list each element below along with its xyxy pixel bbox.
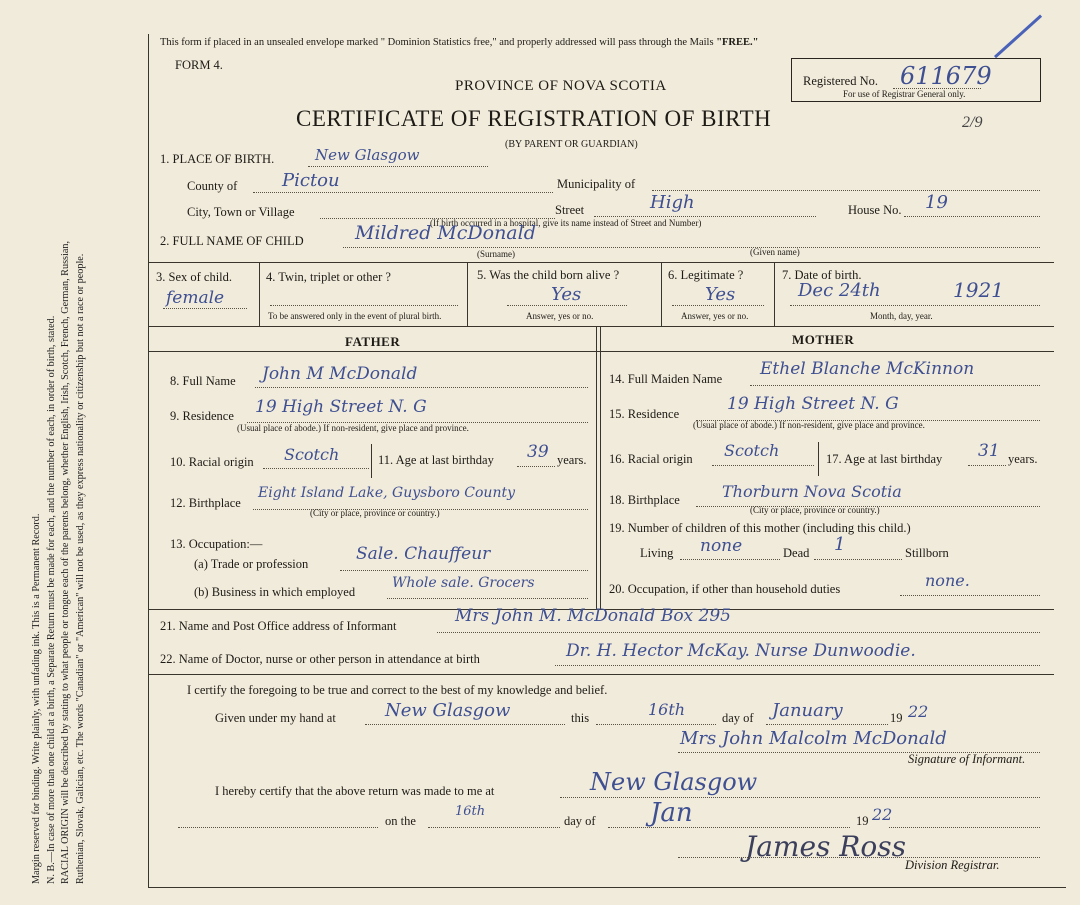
margin-line: Ruthenian, Slovak, Galician, etc. The words "Canadian" or "American" will not be used, as they express nationality or citizenship but not a race or people.: [74, 253, 86, 884]
registered-label: Registered No.: [803, 74, 878, 88]
father-name-line: [255, 387, 588, 388]
municipality-line: [652, 190, 1040, 191]
place-label: 1. PLACE OF BIRTH.: [160, 152, 275, 166]
street-value: High: [650, 192, 695, 213]
mother-birthplace-label: 18. Birthplace: [609, 493, 680, 507]
margin-line: Margin reserved for binding. Write plainly, with unfading ink. This is a Permanent Record.: [31, 513, 42, 884]
mother-occupation-label: 20. Occupation, if other than household duties: [609, 582, 841, 596]
registrar-day-of-label: day of: [564, 814, 596, 828]
registrar-day-line: [428, 827, 560, 828]
father-years-label: years.: [557, 453, 587, 467]
municipality-label: Municipality of: [557, 177, 636, 191]
section-rule: [149, 674, 1054, 675]
mother-years-label: years.: [1008, 452, 1038, 466]
trade-line: [340, 570, 588, 571]
house-value: 19: [925, 192, 948, 213]
bottom-border: [148, 887, 1066, 888]
father-heading: FATHER: [345, 334, 401, 349]
legitimate-line: [672, 305, 764, 306]
city-label: City, Town or Village: [187, 205, 295, 219]
col-divider: [774, 262, 775, 326]
row-divider: [149, 262, 1054, 263]
given-place-line: [365, 724, 565, 725]
certify-day-value: 16th: [648, 700, 686, 719]
living-line: [680, 559, 780, 560]
father-name-label: 8. Full Name: [170, 374, 236, 388]
this-label: this: [571, 711, 590, 725]
margin-instructions: [30, 34, 160, 884]
mail-notice: This form if placed in an unsealed envelope marked " Dominion Statistics free," and properly addressed will pass through the Mails "FREE.": [160, 37, 759, 48]
mother-age-label: 17. Age at last birthday: [826, 452, 943, 466]
mother-residence-label: 15. Residence: [609, 407, 680, 421]
registrar-month-value: Jan: [650, 798, 693, 828]
given-name-caption: (Given name): [750, 247, 800, 257]
child-name-line: [343, 247, 1040, 248]
doctor-value: Dr. H. Hector McKay. Nurse Dunwoodie.: [566, 641, 916, 661]
form-number: FORM 4.: [175, 58, 223, 72]
mother-residence-note: (Usual place of abode.) If non-resident, give place and province.: [693, 420, 925, 430]
pen-stroke: [994, 15, 1042, 59]
on-the-label: on the: [385, 814, 416, 828]
sex-value: female: [166, 288, 225, 308]
sex-label: 3. Sex of child.: [156, 270, 233, 284]
house-line: [904, 216, 1040, 217]
surname-caption: (Surname): [477, 249, 515, 259]
sex-line: [163, 308, 247, 309]
mother-occupation-value: none.: [925, 571, 970, 590]
day-of-label: day of: [722, 711, 754, 725]
parents-divider: [596, 326, 597, 609]
father-birthplace-note: (City or place, province or country.): [310, 508, 440, 518]
hospital-note: (If birth occurred in a hospital, give its name instead of Street and Number): [430, 218, 702, 228]
father-racial-line: [263, 468, 369, 469]
birth-date-value: Dec 24th: [798, 280, 881, 301]
informant-value: Mrs John M. McDonald Box 295: [455, 606, 731, 626]
parents-heading-rule: [149, 351, 1054, 352]
informant-line: [437, 632, 1040, 633]
living-label: Living: [640, 546, 674, 560]
mother-heading: MOTHER: [792, 332, 855, 347]
mother-racial-label: 16. Racial origin: [609, 452, 693, 466]
twin-label: 4. Twin, triplet or other ?: [266, 270, 391, 284]
signature-caption: Signature of Informant.: [908, 752, 1026, 766]
twin-note: To be answered only in the event of plural birth.: [268, 311, 442, 321]
informant-signature: Mrs John Malcolm McDonald: [680, 728, 947, 749]
registrar-year-prefix: 19: [856, 814, 869, 828]
street-line: [594, 216, 816, 217]
given-place-value: New Glasgow: [385, 700, 511, 721]
mother-occupation-line: [900, 595, 1040, 596]
birth-date-label: 7. Date of birth.: [782, 268, 862, 282]
parents-divider: [600, 326, 601, 609]
registrar-place-value: New Glasgow: [590, 768, 758, 796]
registrar-statement: I hereby certify that the above return was made to me at: [215, 784, 495, 798]
subtitle: (BY PARENT OR GUARDIAN): [505, 139, 638, 150]
certify-year-prefix: 19: [890, 711, 903, 725]
father-racial-value: Scotch: [284, 445, 340, 464]
certify-day-line: [596, 724, 716, 725]
doctor-line: [555, 665, 1040, 666]
birth-year-value: 1921: [953, 278, 1004, 302]
father-birthplace-label: 12. Birthplace: [170, 496, 241, 510]
county-line: [253, 192, 553, 193]
legitimate-value: Yes: [705, 284, 736, 305]
certify-month-line: [766, 724, 888, 725]
county-label: County of: [187, 179, 238, 193]
informant-label: 21. Name and Post Office address of Informant: [160, 619, 397, 633]
col-divider: [259, 262, 260, 326]
age-box-divider: [818, 442, 819, 476]
mother-birthplace-value: Thorburn Nova Scotia: [722, 482, 902, 501]
father-age-line: [517, 466, 555, 467]
registrar-year-line: [889, 827, 1040, 828]
father-birthplace-value: Eight Island Lake, Guysboro County: [258, 485, 515, 501]
registrar-place-line: [560, 797, 1040, 798]
business-line: [387, 598, 588, 599]
registrar-day-value: 16th: [455, 804, 486, 819]
margin-line: N. B.—In case of more than one child at a birth, a Separate Return must be made for each, and the number of each, in order of birth, stated.: [45, 315, 57, 884]
father-name-value: John M McDonald: [262, 364, 418, 384]
father-residence-label: 9. Residence: [170, 409, 234, 423]
mother-racial-value: Scotch: [724, 441, 780, 460]
alive-note: Answer, yes or no.: [526, 311, 594, 321]
father-residence-value: 19 High Street N. G: [255, 397, 427, 417]
stillborn-label: Stillborn: [905, 546, 949, 560]
corner-note: 2/9: [962, 114, 983, 131]
dead-line: [814, 559, 902, 560]
certify-statement: I certify the foregoing to be true and correct to the best of my knowledge and belief.: [187, 683, 608, 697]
mother-name-label: 14. Full Maiden Name: [609, 372, 723, 386]
mother-name-value: Ethel Blanche McKinnon: [760, 359, 975, 379]
left-border: [148, 34, 149, 887]
col-divider: [661, 262, 662, 326]
margin-line: RACIAL ORIGIN will be described by stating to what people or tongue each of the parents belong, whether English, Irish, Scotch, French, German, Russian,: [60, 241, 71, 884]
children-label: 19. Number of children of this mother (including this child.): [609, 521, 911, 535]
father-racial-label: 10. Racial origin: [170, 455, 254, 469]
twin-line: [270, 305, 458, 306]
alive-line: [507, 305, 627, 306]
trade-value: Sale. Chauffeur: [356, 544, 491, 564]
mother-age-line: [968, 465, 1006, 466]
father-occupation-label: 13. Occupation:—: [170, 537, 263, 551]
doctor-label: 22. Name of Doctor, nurse or other person in attendance at birth: [160, 652, 480, 666]
certify-year-value: 22: [908, 702, 929, 721]
trade-label: (a) Trade or profession: [194, 557, 309, 571]
house-label: House No.: [848, 203, 902, 217]
mother-birthplace-note: (City or place, province or country.): [750, 505, 880, 515]
father-residence-note: (Usual place of abode.) If non-resident, give place and province.: [237, 423, 469, 433]
age-box-divider: [371, 444, 372, 478]
place-value: New Glasgow: [315, 146, 420, 164]
father-age-value: 39: [527, 442, 549, 462]
mother-name-line: [750, 385, 1040, 386]
place-line: [308, 166, 488, 167]
registrar-title: Division Registrar.: [905, 858, 1000, 872]
alive-label: 5. Was the child born alive ?: [477, 268, 620, 282]
registrar-blank-line: [178, 827, 378, 828]
row-divider: [149, 326, 1054, 327]
dead-label: Dead: [783, 546, 810, 560]
registrar-month-line: [608, 827, 850, 828]
registrar-year-value: 22: [872, 805, 893, 824]
living-value: none: [700, 536, 743, 556]
col-divider: [467, 262, 468, 326]
legitimate-label: 6. Legitimate ?: [668, 268, 744, 282]
given-label: Given under my hand at: [215, 711, 336, 725]
certify-month-value: January: [772, 700, 843, 721]
registrar-signature: James Ross: [745, 830, 906, 863]
child-name-label: 2. FULL NAME OF CHILD: [160, 234, 304, 248]
county-value: Pictou: [282, 170, 340, 191]
alive-value: Yes: [551, 284, 582, 305]
father-age-label: 11. Age at last birthday: [378, 453, 494, 467]
business-label: (b) Business in which employed: [194, 585, 356, 599]
birth-date-note: Month, day, year.: [870, 311, 933, 321]
business-value: Whole sale. Grocers: [392, 575, 535, 591]
registered-number: 611679: [900, 62, 992, 90]
page-title: CERTIFICATE OF REGISTRATION OF BIRTH: [296, 106, 772, 131]
birth-date-line: [790, 305, 1040, 306]
dead-value: 1: [834, 534, 846, 555]
mother-racial-line: [712, 465, 814, 466]
street-label: Street: [555, 203, 585, 217]
mother-age-value: 31: [978, 441, 1000, 461]
mother-residence-value: 19 High Street N. G: [727, 394, 899, 414]
province-heading: PROVINCE OF NOVA SCOTIA: [455, 78, 667, 94]
child-name-value: Mildred McDonald: [355, 222, 536, 244]
legitimate-note: Answer, yes or no.: [681, 311, 749, 321]
registrar-note: For use of Registrar General only.: [843, 89, 966, 99]
